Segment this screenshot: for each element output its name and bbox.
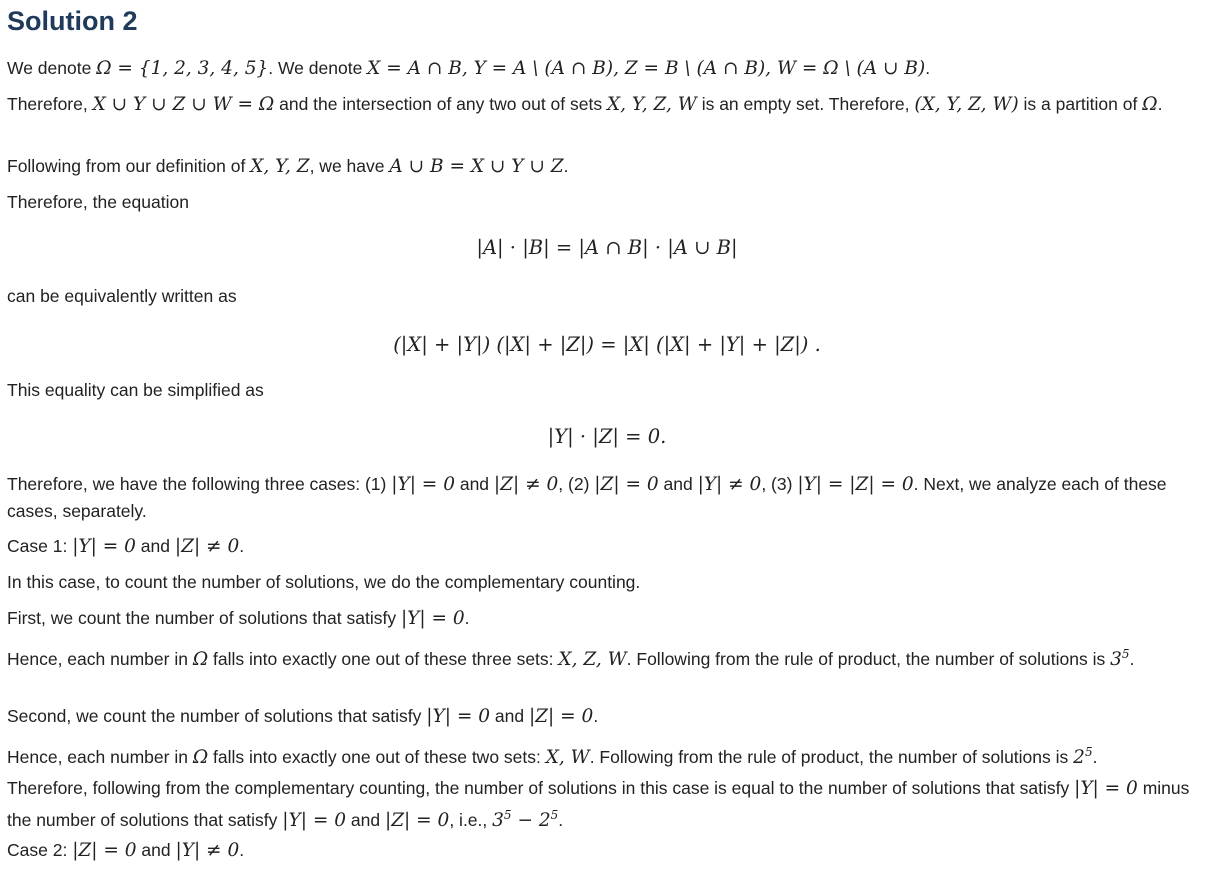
paragraph-equation-intro: Therefore, the equation: [7, 192, 189, 212]
paragraph-two-sets: Hence, each number in Ω falls into exactly one out of these two sets: X, W. Following from the rule of product, the number of solutions is $2^5$.: [7, 745, 1098, 768]
paragraph-partition: Therefore, X ∪ Y ∪ Z ∪ W = Ω and the intersection of any two out of sets X, Y, Z, W is an empty set. Therefore, (X, Y, Z, W) is a partition of Ω.: [7, 94, 1163, 115]
math-xyzw-definition: X = A ∩ B, Y = A \ (A ∩ B), Z = B \ (A ∩ B), W = Ω \ (A ∪ B): [367, 58, 926, 79]
paragraph-three-cases: Therefore, we have the following three cases: (1) |Y| = 0 and |Z| ≠ 0, (2) |Z| = 0 and |Y| ≠ 0, (3) |Y| = |Z| = 0. Next, we analyze each of these cases, separately.: [7, 474, 1167, 521]
paragraph-simplify: This equality can be simplified as: [7, 380, 264, 400]
paragraph-denote: We denote Ω = {1, 2, 3, 4, 5}. We denote X = A ∩ B, Y = A \ (A ∩ B), Z = B \ (A ∩ B), W = Ω \ (A ∪ B).: [7, 58, 931, 79]
paragraph-complementary: In this case, to count the number of solutions, we do the complementary counting.: [7, 572, 641, 592]
display-equation-3: |Y| · |Z| = 0.: [547, 425, 667, 448]
display-equation-1: |A| · |B| = |A ∩ B| · |A ∪ B|: [476, 236, 738, 259]
paragraph-complement-result: Therefore, following from the complementary counting, the number of solutions in this case is equal to the number of solutions that satisfy |Y| = 0 minus the number of solutions that satisfy |Y| = 0 and |Z| = 0, i.e., $3^5 - 2^5$.: [7, 778, 1190, 831]
math-omega-set: Ω = {1, 2, 3, 4, 5}: [96, 58, 269, 79]
paragraph-three-sets: Hence, each number in Ω falls into exactly one out of these three sets: X, Z, W. Following from the rule of product, the number of solutions is $3^5$.: [7, 647, 1135, 670]
paragraph-union: Following from our definition of X, Y, Z, we have A ∪ B = X ∪ Y ∪ Z.: [7, 156, 569, 177]
paragraph-case-2-heading: Case 2: |Z| = 0 and |Y| ≠ 0.: [7, 840, 245, 861]
section-title: Solution 2: [7, 6, 138, 36]
paragraph-first-count: First, we count the number of solutions that satisfy |Y| = 0.: [7, 608, 470, 629]
paragraph-case-1-heading: Case 1: |Y| = 0 and |Z| ≠ 0.: [7, 536, 245, 557]
display-equation-2: (|X| + |Y|) (|X| + |Z|) = |X| (|X| + |Y| + |Z|) .: [393, 333, 821, 356]
paragraph-rewrite: can be equivalently written as: [7, 286, 237, 306]
paragraph-second-count: Second, we count the number of solutions that satisfy |Y| = 0 and |Z| = 0.: [7, 706, 599, 727]
